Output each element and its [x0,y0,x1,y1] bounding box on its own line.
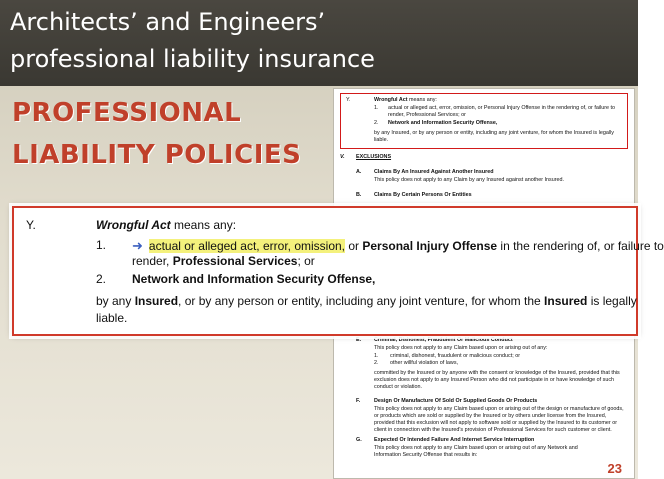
doc-e1-text: criminal, dishonest, fraudulent or malicious conduct; or [390,353,521,359]
doc-a-text: This policy does not apply to any Claim by any Insured against another Insured. [374,177,564,183]
zoom-item1-or: or [345,239,363,253]
zoom-item1-pio: Personal Injury Offense [362,239,498,253]
zoom-item1-rest: in the rendering of, or failure to [497,239,664,253]
doc-item1-num: 1. [374,105,379,111]
zoom-item1-highlight: actual or alleged act, error, omission, [148,239,346,253]
doc-e2-text: other willful violation of laws, [390,360,459,366]
page-number: 23 [607,461,622,476]
zoom-item1-line2 [132,254,315,268]
doc-e-label: E. [356,337,362,343]
doc-b-label: B. [356,192,362,198]
doc-tail2: liable. [374,137,389,143]
doc-item1-text2: render, Professional Services; or [388,112,466,118]
doc-item1-text: actual or alleged act, error, omission, or Personal Injury Offense in the rendering of, or failure to [388,105,616,111]
slide-title-line1: Architects’ and Engineers’ [10,8,326,36]
doc-y-label: Y. [346,97,351,103]
zoom-tail-insured2: Insured [544,294,588,308]
slide-title-line2: professional liability insurance [10,45,375,73]
pointer-arrow-icon: ➜ [132,238,143,253]
doc-tail: by any Insured, or by any person or entity, including any joint venture, for whom the Insured is legally [374,130,614,136]
zoomed-definition-callout [12,206,664,336]
zoom-item1-num: 1. [96,238,107,252]
doc-e-text: This policy does not apply to any Claim based upon or arising out of any: [374,345,548,351]
doc-b-heading: Claims By Certain Persons Or Entities [374,192,472,198]
doc-e1-num: 1. [374,353,379,359]
zoom-means-any: means any: [170,218,237,232]
doc-g-heading: Expected Or Intended Failure And Internet Service Interruption [374,437,535,443]
slide-title [10,4,630,78]
doc-v-label: V. [340,154,345,160]
doc-f-heading: Design Or Manufacture Of Sold Or Supplied Goods Or Products [374,398,538,404]
zoom-tail-c: is legally [587,294,637,308]
zoom-wrongful-act-term: Wrongful Act [96,218,171,232]
doc-e2-num: 2. [374,360,379,366]
subtitle-line1: PROFESSIONAL [12,98,242,128]
doc-wa-term: Wrongful Act [374,97,408,103]
zoom-tail-a: by any [96,294,135,308]
zoom-item1-or-end: ; or [297,254,315,268]
doc-f-paragraph: This policy does not apply to any Claim based upon or arising out of the design or manufacture of goods, or products which are sold or supplied by the Insured or by others under license from the Insured, provided that this exclusion will not apply to software sold or supplied by the Insured to its customer or client in connection with the Insured's provision of Professional Services for such customer or client. [374,406,624,433]
doc-wa-means: means any: [407,97,437,103]
doc-a-heading: Claims By An Insured Against Another Insured [374,169,494,175]
zoom-tail-line1 [96,294,637,308]
zoom-y-label: Y. [26,218,36,232]
zoom-tail-insured: Insured [134,294,179,308]
doc-g-paragraph: This policy does not apply to any Claim based upon or arising out of any Network and Information Security Offense that results in: [374,445,578,458]
subtitle-line2: LIABILITY POLICIES [12,140,302,170]
doc-item2-num: 2. [374,120,379,126]
title-bar [0,0,638,86]
doc-e-paragraph: committed by the Insured or by anyone with the consent or knowledge of the Insured, provided that this exclusion does not apply to any Insured Person who did not participate in or have knowledge of such conduct or violation. [374,370,620,390]
slide-subtitle [12,92,312,176]
doc-item2-text: Network and Information Security Offense, [388,120,498,126]
doc-g-label: G. [356,437,362,443]
doc-exclusions-heading: EXCLUSIONS [356,154,392,160]
doc-e-heading: Criminal, Dishonest, Fraudulent Or Malicious Conduct [374,337,513,343]
zoom-tail-b: , or by any person or entity, including any joint venture, for whom the [178,294,545,308]
doc-wrongful-act-heading [374,97,437,104]
zoom-item1-ps: Professional Services [172,254,298,268]
zoom-tail-line2: liable. [96,311,128,325]
zoom-item1-render: render, [132,254,173,268]
doc-a-label: A. [356,169,362,175]
zoom-item2-text: Network and Information Security Offense, [132,272,376,286]
doc-f-label: F. [356,398,361,404]
zoom-wrongful-act-heading [96,218,236,232]
zoom-item2-num: 2. [96,272,107,286]
zoom-item1-line1 [132,238,664,254]
